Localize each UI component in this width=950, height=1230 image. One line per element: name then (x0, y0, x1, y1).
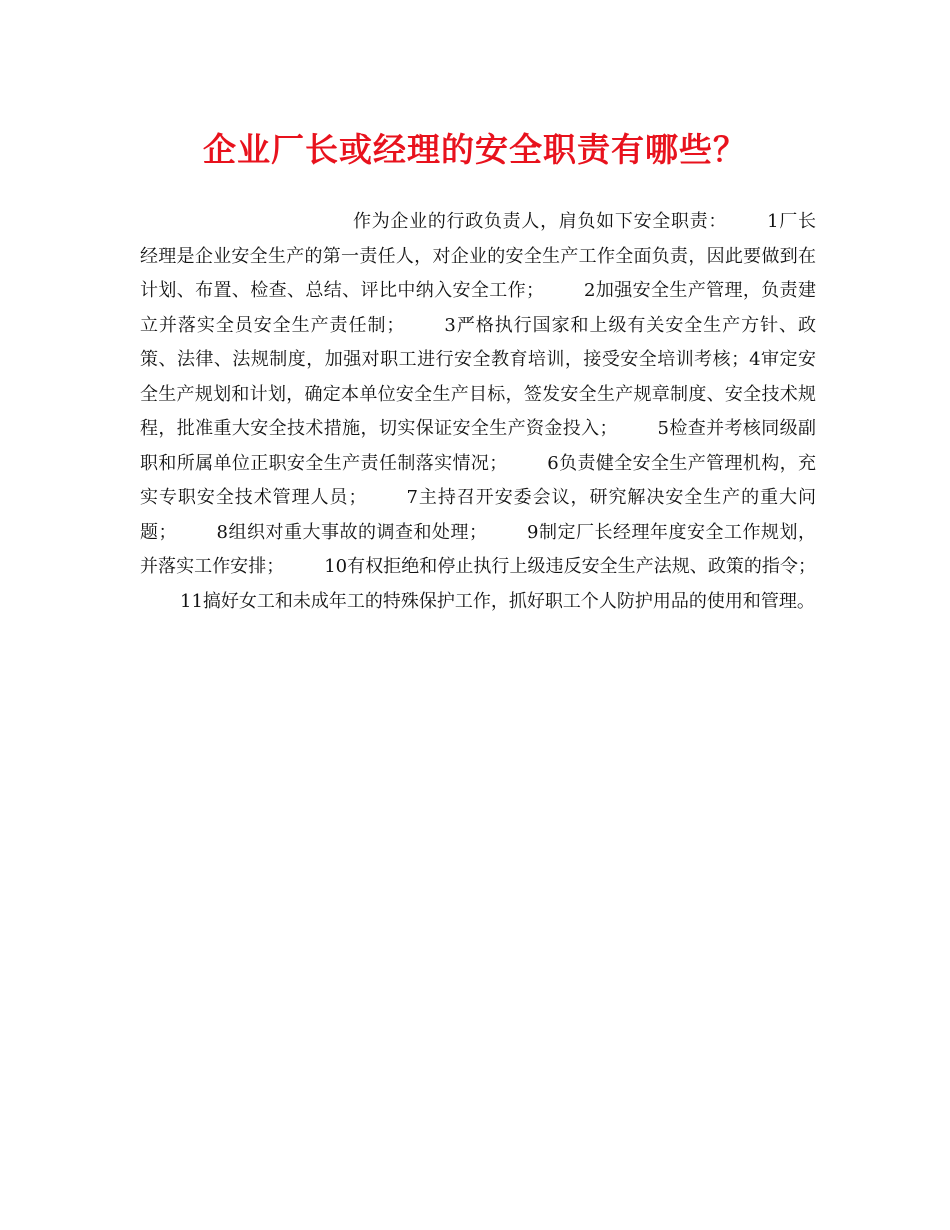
duty-item-5: 5检查并考核同级副职和所属单位正职安全生产责任制落实情况； (140, 418, 817, 474)
duty-item-11: 11搞好女工和未成年工的特殊保护工作，抓好职工个人防护用品的使用和管理。 (180, 590, 815, 612)
document-body (140, 205, 816, 619)
document-title: 企业厂长或经理的安全职责有哪些？ (203, 130, 747, 169)
duty-item-9: 9制定厂长经理年度安全工作规划，并落实工作安排； (140, 521, 817, 577)
duty-item-7: 7主持召开安委会议，研究解决安全生产的重大问题； (140, 487, 816, 543)
duty-item-2: 2加强安全生产管理，负责建立并落实全员安全生产责任制； (140, 280, 816, 336)
duty-item-4: 4审定安全生产规划和计划，确定本单位安全生产目标，签发安全生产规章制度、安全技术规程，批准重大安全技术措施，切实保证安全生产资金投入； (140, 349, 816, 439)
intro-text: 作为企业的行政负责人，肩负如下安全职责： (353, 211, 728, 232)
duty-item-8: 8组织对重大事故的调查和处理； (216, 521, 488, 543)
duty-item-6: 6负责健全安全生产管理机构，充实专职安全技术管理人员； (140, 452, 817, 508)
duty-item-10: 10有权拒绝和停止执行上级违反安全生产法规、政策的指令； (324, 556, 816, 577)
duty-item-1: 1厂长经理是企业安全生产的第一责任人，对企业的安全生产工作全面负责，因此要做到在计划、布置、检查、总结、评比中纳入安全工作； (140, 211, 817, 301)
duty-item-3: 3严格执行国家和上级有关安全生产方针、政策、法律、法规制度，加强对职工进行安全教育培训，接受安全培训考核； (140, 314, 817, 370)
